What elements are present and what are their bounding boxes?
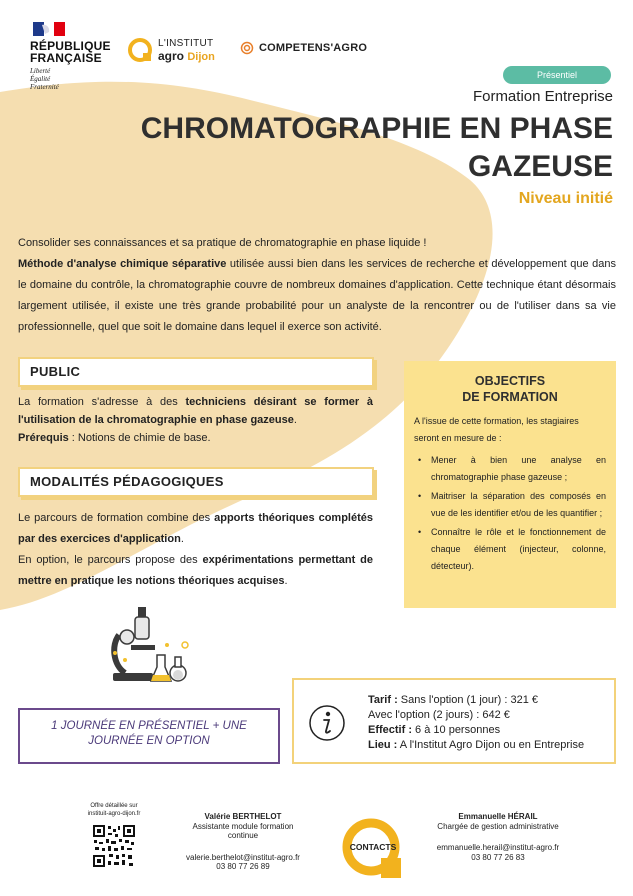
contact1-role-line1: Assistante module formation: [192, 821, 294, 831]
lieu-value: A l'Institut Agro Dijon ou en Entreprise: [397, 739, 585, 751]
competens-agro-logo: [240, 41, 367, 55]
intro-rest: utilisée aussi bien dans les services de recherche et développement que dans le domaine du contrôle, la chromatographie couvre de nombreux domaines d'application. Cette technique étant désormais largement utilisée, il existe une très grande probabilité pour un analyste de la rencontrer ou de l'utiliser dans sa vie professionnelle, quel que soit le domaine dans lequel il exerce son activité.: [18, 258, 616, 333]
qr-label-line2: instituit-agro-dijon.fr: [87, 811, 141, 817]
rf-motto-line3: Fraternité: [30, 83, 59, 91]
effectif-label: Effectif :: [368, 724, 412, 736]
microscope-illustration: [105, 605, 195, 690]
effectif-value: 6 à 10 personnes: [412, 724, 501, 736]
modalites-p2: [18, 550, 373, 592]
contacts-label: CONTACTS: [349, 842, 397, 852]
public-bold: techniciens désirant se former à l'utilisation de la chromatographie en phase gazeuse: [18, 396, 374, 426]
modalites-text: [18, 508, 373, 592]
objective-item: • Maitriser la séparation des composés en vue de les identifier et/ou de les quantifier ;: [414, 488, 606, 522]
objectives-box: [404, 361, 616, 608]
title-line2: GAZEUSE: [467, 150, 613, 183]
rf-title-line2: FRANÇAISE: [30, 51, 102, 65]
public-end: .: [293, 414, 297, 426]
footer: [0, 800, 633, 896]
modalites-heading: MODALITÉS PÉDAGOGIQUES: [18, 467, 374, 497]
public-text: [18, 393, 373, 447]
contact2-name: Emmanuelle HÉRAIL: [458, 812, 538, 821]
rf-motto-line2: Égalité: [30, 75, 51, 83]
title-line1: CHROMATOGRAPHIE EN PHASE: [140, 112, 613, 145]
prereq-paragraph: [18, 429, 373, 447]
prereq-text: : Notions de chimie de base.: [68, 432, 211, 444]
contact1-phone: 03 80 77 26 89: [216, 862, 270, 871]
contact-berthelot: [168, 812, 318, 872]
modalites-p1-bold: apports théoriques complétés par des exercices d'application: [18, 512, 373, 545]
subtitle: Formation Entreprise: [472, 88, 613, 105]
objective-item: • Mener à bien une analyse en chromatographie phase gazeuse ;: [414, 452, 606, 486]
modalites-p2-end: .: [284, 575, 288, 587]
contact-herail: [418, 812, 578, 862]
qr-code-icon[interactable]: [92, 824, 136, 868]
objective-item: • Connaître le rôle et le fonctionnement de chaque élément (injecteur, colonne, détecteur).: [414, 524, 606, 575]
contact1-name: Valérie BERTHELOT: [204, 812, 282, 821]
intro-line1: Consolider ses connaissances et sa pratique de chromatographie en phase liquide !: [18, 237, 427, 249]
info-icon: [308, 704, 346, 742]
tarif-option-line: Avec l'option (2 jours) : 642 €: [368, 709, 510, 721]
objectives-title: [414, 373, 606, 405]
contact2-email[interactable]: emmanuelle.herail@institut-agro.fr: [436, 843, 560, 852]
contact2-role: Chargée de gestion administrative: [437, 821, 559, 831]
intro-text: [18, 233, 616, 338]
modalites-p1-end: .: [180, 533, 184, 545]
rf-motto-line1: Liberté: [30, 67, 51, 75]
intro-paragraph: [18, 254, 616, 338]
agro-line1: L'INSTITUT: [158, 37, 214, 49]
public-paragraph: [18, 393, 373, 429]
modalites-p1-start: Le parcours de formation combine des: [18, 512, 215, 524]
marianne-flag-icon: [33, 22, 65, 36]
flower-icon: [240, 41, 254, 55]
objectives-title-line1: OBJECTIFS: [474, 374, 546, 388]
lieu-line: [368, 738, 584, 753]
objectives-list: [414, 452, 606, 575]
format-badge: Présentiel: [503, 66, 611, 84]
qr-block: [80, 802, 148, 868]
tarif-value: Sans l'option (1 jour) : 321 €: [397, 694, 539, 706]
qr-label-line1: Offre détaillée sur: [90, 803, 138, 809]
info-lines: [368, 693, 584, 753]
objectives-title-line2: DE FORMATION: [462, 390, 558, 404]
tarif-label: Tarif :: [368, 694, 398, 706]
tarif-line: [368, 693, 584, 708]
level-label: Niveau initié: [518, 190, 613, 207]
agro-q-icon: [126, 36, 154, 64]
public-heading: PUBLIC: [18, 357, 374, 387]
agro-line2: agro: [158, 48, 185, 63]
objectives-intro: A l'issue de cette formation, les stagiaires seront en mesure de :: [414, 416, 579, 443]
prereq-label: Prérequis: [18, 432, 69, 444]
modalites-p2-bold: expérimentations permettant de mettre en pratique les notions théoriques acquises: [18, 554, 374, 587]
republique-francaise-logo: [30, 22, 120, 91]
lieu-label: Lieu :: [368, 739, 398, 751]
competens-text: COMPETENS'AGRO: [259, 42, 368, 54]
page-title: [53, 110, 613, 186]
agro-line2-accent: Dijon: [187, 50, 215, 63]
contact1-email[interactable]: valerie.berthelot@institut-agro.fr: [186, 852, 300, 862]
intro-bold: Méthode d'analyse chimique séparative: [18, 258, 227, 270]
duration-box: 1 JOURNÉE EN PRÉSENTIEL + UNE JOURNÉE EN OPTION: [18, 708, 280, 764]
contact2-phone: 03 80 77 26 83: [471, 852, 525, 862]
contact1-role-line2: continue: [227, 831, 259, 840]
info-box: [292, 678, 616, 764]
institut-agro-logo: [126, 36, 215, 64]
modalites-p2-start: En option, le parcours propose des: [18, 554, 203, 566]
modalites-p1: [18, 508, 373, 550]
public-start: La formation s'adresse à des: [18, 396, 186, 408]
rf-title-line1: RÉPUBLIQUE: [30, 39, 111, 53]
effectif-line: [368, 723, 584, 738]
